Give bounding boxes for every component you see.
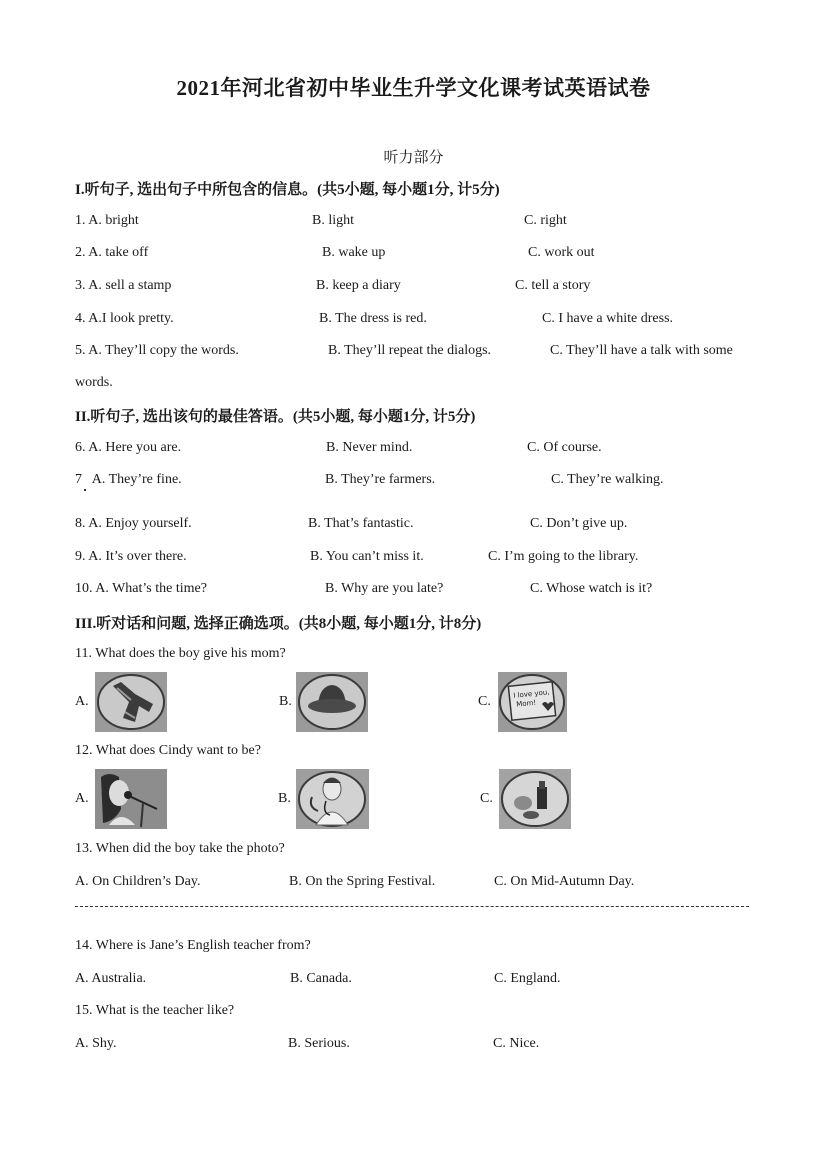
q11-label-c: C. [478, 694, 491, 709]
q15-option-c: C. Nice. [493, 1036, 540, 1051]
cook-image [499, 769, 571, 829]
section-3-heading: III.听对话和问题, 选择正确选项。(共8小题, 每小题1分, 计8分) [75, 616, 482, 632]
q1-option-b: B. light [312, 213, 355, 228]
question-13-text: 13. When did the boy take the photo? [75, 841, 285, 856]
q2-option-b: B. wake up [322, 245, 386, 260]
page-title: 2021年河北省初中毕业生升学文化课考试英语试卷 [176, 76, 651, 100]
q6-option-a: 6. A. Here you are. [75, 440, 182, 455]
q4-option-b: B. The dress is red. [319, 311, 427, 326]
q7-option-a: 7 A. They’re fine. [75, 472, 182, 487]
svg-text:I love you,: I love you, [512, 688, 550, 700]
scarf-image [95, 672, 167, 732]
q5-option-c: C. They’ll have a talk with some [550, 343, 733, 358]
q6-option-c: C. Of course. [527, 440, 602, 455]
q4-option-c: C. I have a white dress. [542, 311, 674, 326]
q15-option-b: B. Serious. [288, 1036, 350, 1051]
q4-option-a: 4. A.I look pretty. [75, 311, 174, 326]
q10-option-b: B. Why are you late? [325, 581, 444, 596]
singer-image [95, 769, 167, 829]
q9-option-c: C. I’m going to the library. [488, 549, 639, 564]
q3-option-b: B. keep a diary [316, 278, 401, 293]
listening-part-heading: 听力部分 [383, 150, 444, 166]
q3-option-a: 3. A. sell a stamp [75, 278, 172, 293]
section-1-heading: I.听句子, 选出句子中所包含的信息。(共5小题, 每小题1分, 计5分) [75, 182, 500, 198]
q2-option-a: 2. A. take off [75, 245, 149, 260]
q11-label-b: B. [279, 694, 292, 709]
q6-option-b: B. Never mind. [326, 440, 413, 455]
q13-option-c: C. On Mid-Autumn Day. [494, 874, 635, 889]
q5-option-a: 5. A. They’ll copy the words. [75, 343, 239, 358]
section-2-heading: II.听句子, 选出该句的最佳答语。(共5小题, 每小题1分, 计5分) [75, 409, 476, 425]
question-11-images [75, 672, 775, 734]
q13-option-a: A. On Children’s Day. [75, 874, 201, 889]
stray-dot [84, 489, 86, 491]
question-14-text: 14. Where is Jane’s English teacher from? [75, 938, 311, 953]
q1-option-a: 1. A. bright [75, 213, 139, 228]
q2-option-c: C. work out [528, 245, 595, 260]
doctor-image [296, 769, 369, 829]
q14-option-c: C. England. [494, 971, 561, 986]
svg-text:Mom!: Mom! [515, 698, 537, 709]
q12-label-b: B. [278, 791, 291, 806]
q10-option-c: C. Whose watch is it? [530, 581, 653, 596]
q8-option-c: C. Don’t give up. [530, 516, 628, 531]
q5-option-b: B. They’ll repeat the dialogs. [328, 343, 492, 358]
card-image [498, 672, 567, 732]
q10-option-a: 10. A. What’s the time? [75, 581, 207, 596]
q8-option-a: 8. A. Enjoy yourself. [75, 516, 192, 531]
q5-option-c-continued: words. [75, 375, 113, 390]
question-11-text: 11. What does the boy give his mom? [75, 646, 286, 661]
dashed-separator [75, 906, 749, 907]
question-15-text: 15. What is the teacher like? [75, 1003, 235, 1018]
q15-option-a: A. Shy. [75, 1036, 117, 1051]
q12-label-c: C. [480, 791, 493, 806]
q14-option-b: B. Canada. [290, 971, 352, 986]
q11-label-a: A. [75, 694, 89, 709]
q7-option-b: B. They’re farmers. [325, 472, 436, 487]
q12-label-a: A. [75, 791, 89, 806]
hat-image [296, 672, 368, 732]
q9-option-a: 9. A. It’s over there. [75, 549, 187, 564]
q14-option-a: A. Australia. [75, 971, 147, 986]
q1-option-c: C. right [524, 213, 567, 228]
question-12-images [75, 769, 775, 831]
q3-option-c: C. tell a story [515, 278, 591, 293]
q8-option-b: B. That’s fantastic. [308, 516, 414, 531]
q7-option-c: C. They’re walking. [551, 472, 664, 487]
q13-option-b: B. On the Spring Festival. [289, 874, 436, 889]
question-12-text: 12. What does Cindy want to be? [75, 743, 261, 758]
q9-option-b: B. You can’t miss it. [310, 549, 424, 564]
